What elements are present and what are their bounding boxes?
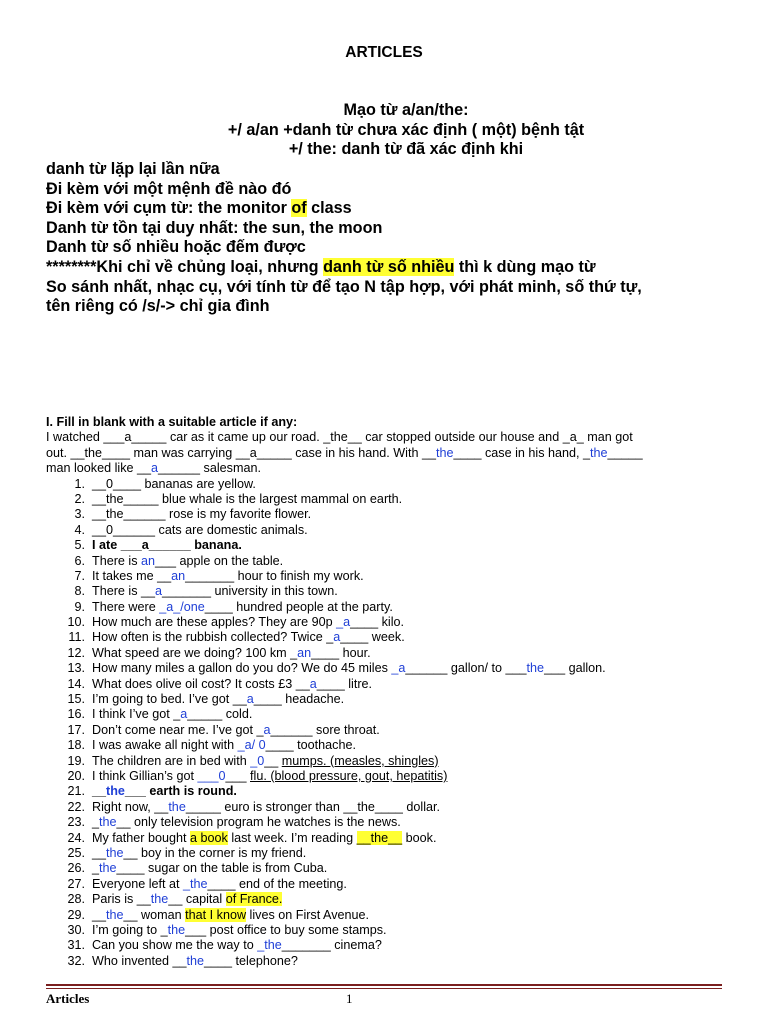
text-run: out. __the____ man was carrying __a_____ case in his hand. With __ [46, 445, 436, 460]
highlighted-text: danh từ số nhiều [323, 257, 455, 276]
item-number: 19. [67, 753, 85, 768]
item-number: 6. [74, 553, 85, 568]
exercise-item [46, 677, 726, 692]
text-run: ____ week. [340, 630, 405, 645]
answer-text: the [168, 799, 186, 814]
story-paragraph [46, 430, 726, 476]
text-run: Danh từ tồn tại duy nhất: the sun, the moon [46, 218, 383, 237]
text-run: __ only television program he watches is the news. [116, 815, 401, 830]
text-run: __ capital [168, 892, 226, 907]
answer-text: the [167, 922, 186, 937]
exercise-item [46, 861, 726, 876]
item-text [92, 846, 306, 861]
answer-text: _a/ 0 [237, 738, 266, 753]
text-run: Đi kèm với cụm từ: the monitor [46, 199, 292, 218]
text-run: ___ gallon. [544, 661, 606, 676]
document-title: ARTICLES [345, 44, 423, 61]
exercise-item [46, 831, 726, 846]
answer-text: the [99, 815, 117, 830]
item-number: 18. [67, 738, 85, 753]
text-run: __the_____ blue whale is the largest mammal on earth. [92, 491, 403, 506]
text-run: ____ headache. [253, 692, 345, 707]
text-run: _ [92, 861, 100, 876]
text-run: ____ hour. [311, 645, 371, 660]
exercise-item [46, 784, 726, 799]
text-run: Everyone left at [92, 876, 184, 891]
text-run: ____ sugar on the table is from Cuba. [116, 861, 328, 876]
text-run: thì k dùng mạo từ [454, 257, 596, 276]
exercise-item [46, 892, 726, 907]
exercise-list [46, 477, 726, 970]
text-run: ____ toothache. [265, 738, 356, 753]
text-run: I’m going to bed. I’ve got __ [92, 692, 247, 707]
exercise-item [46, 492, 726, 507]
text-run: _____ [607, 445, 643, 460]
item-number: 12. [67, 645, 85, 660]
item-number: 23. [67, 815, 85, 830]
text-run: There is __ [92, 584, 155, 599]
item-number: 27. [67, 876, 85, 891]
item-text [92, 692, 344, 707]
exercise-item [46, 800, 726, 815]
highlighted-text: of France. [225, 892, 283, 907]
item-text [92, 615, 404, 630]
item-text [92, 877, 347, 892]
exercise-item [46, 538, 726, 553]
answer-text: the [526, 661, 545, 676]
text-run: tên riêng có /s/-> chỉ gia đình [46, 297, 270, 316]
theory-heading-line: Mạo từ a/an/the: [343, 101, 469, 119]
text-run: I watched ___a_____ car as it came up our road. _the__ car stopped outside our house and _a_ man got [46, 430, 633, 445]
answer-text: the [99, 861, 117, 876]
exercise-title: I. Fill in blank with a suitable article if any: [46, 415, 298, 429]
exercise-item [46, 723, 726, 738]
theory-note-line [46, 180, 736, 200]
exercise-item [46, 569, 726, 584]
item-number: 2. [74, 491, 85, 506]
answer-text: an [141, 553, 156, 568]
text-run: Đi kèm với một mệnh đề nào đó [46, 179, 292, 198]
answer-text: a [333, 630, 341, 645]
item-number: 5. [74, 538, 85, 553]
item-number: 30. [67, 922, 85, 937]
item-number: 28. [67, 892, 85, 907]
theory-notes-block [46, 160, 736, 317]
item-number: 24. [67, 830, 85, 845]
footer-rule-thin [46, 988, 722, 989]
text-run: ____ litre. [316, 676, 373, 691]
text-run: __ woman [123, 907, 186, 922]
exercise-item [46, 477, 726, 492]
exercise-item [46, 846, 726, 861]
text-run: Who invented __ [92, 953, 187, 968]
text-run: ____ end of the meeting. [207, 876, 347, 891]
text-run: __ boy in the corner is my friend. [123, 845, 307, 860]
text-run: I think I’ve got _ [92, 707, 181, 722]
exercise-item [46, 769, 726, 784]
text-run: ___ [225, 768, 251, 783]
answer-text: a [263, 722, 271, 737]
text-run: ____ hundred people at the party. [204, 599, 393, 614]
exercise-item [46, 507, 726, 522]
item-text [92, 630, 405, 645]
text-run: __0______ cats are domestic animals. [92, 522, 308, 537]
item-text [92, 723, 380, 738]
item-text [92, 923, 387, 938]
text-run: ___ apple on the table. [155, 553, 284, 568]
answer-text: ___0 [197, 768, 226, 783]
item-text [92, 661, 606, 676]
answer-text: the [106, 907, 124, 922]
text-run: _ [92, 815, 100, 830]
exercise-item [46, 738, 726, 753]
item-number: 8. [74, 584, 85, 599]
item-number: 26. [67, 861, 85, 876]
theory-heading-block [46, 101, 736, 160]
text-run: _______ hour to finish my work. [185, 568, 364, 583]
text-run: __ [92, 845, 107, 860]
item-text [92, 492, 402, 507]
text-run: Right now, __ [92, 799, 169, 814]
theory-note-line [46, 278, 736, 298]
text-run: I ate ___a______ banana. [92, 538, 242, 553]
text-run: _____ cold. [187, 707, 253, 722]
text-run: Paris is __ [92, 892, 151, 907]
text-run: __ [92, 784, 107, 799]
item-number: 9. [74, 599, 85, 614]
item-number: 15. [67, 692, 85, 707]
text-run: ______ gallon/ to ___ [405, 661, 527, 676]
text-run: ___ earth is round. [124, 784, 237, 799]
exercise-item [46, 630, 726, 645]
item-number: 7. [74, 568, 85, 583]
item-text [92, 538, 242, 553]
answer-text: the [106, 784, 125, 799]
answer-text: _a [391, 661, 406, 676]
theory-heading-line: +/ the: danh từ đã xác định khi [288, 140, 524, 159]
item-text [92, 892, 282, 907]
answer-text: a [309, 676, 317, 691]
item-number: 17. [67, 722, 85, 737]
underlined-text: mumps. (measles, shingles) [281, 753, 439, 768]
text-run: man looked like __ [46, 461, 152, 476]
item-number: 21. [67, 784, 85, 799]
underlined-text: flu. (blood pressure, gout, hepatitis) [250, 768, 448, 783]
text-run: The children are in bed with [92, 753, 251, 768]
text-run: ______ sore throat. [270, 722, 380, 737]
answer-text: _a [336, 615, 351, 630]
theory-note-line [46, 258, 736, 278]
text-run: ********Khi chỉ về chủng loại, nhưng [46, 257, 324, 276]
theory-note-line [46, 160, 736, 180]
item-text [92, 815, 401, 830]
answer-text: the [150, 892, 169, 907]
item-text [92, 800, 440, 815]
exercise-item [46, 692, 726, 707]
answer-text: _the [183, 876, 208, 891]
item-number: 4. [74, 522, 85, 537]
exercise-item [46, 815, 726, 830]
highlighted-text: that I know [185, 907, 247, 922]
item-text [92, 600, 393, 615]
text-run: Danh từ số nhiều hoặc đếm được [46, 238, 306, 257]
answer-text: _the [257, 938, 282, 953]
item-text [92, 646, 371, 661]
answer-text: a [180, 707, 188, 722]
text-run: lives on First Avenue. [246, 907, 370, 922]
exercise-item [46, 646, 726, 661]
item-number: 16. [67, 707, 85, 722]
item-text [92, 784, 237, 799]
highlighted-text: __the__ [356, 830, 403, 845]
text-run: __ [92, 907, 107, 922]
text-run: _______ university in this town. [162, 584, 338, 599]
item-number: 10. [67, 615, 85, 630]
exercise-item [46, 938, 726, 953]
exercise-item [46, 954, 726, 969]
exercise-item [46, 615, 726, 630]
answer-text: _0 [250, 753, 265, 768]
item-text [92, 769, 447, 784]
item-number: 29. [67, 907, 85, 922]
exercise-item [46, 523, 726, 538]
text-run: What does olive oil cost? It costs £3 __ [92, 676, 310, 691]
item-text [92, 908, 369, 923]
answer-text: an [297, 645, 312, 660]
item-text [92, 861, 327, 876]
item-number: 22. [67, 799, 85, 814]
text-run: ______ salesman. [158, 461, 261, 476]
exercise-section [46, 415, 726, 969]
footer-rule [46, 984, 722, 986]
paragraph-line [46, 461, 726, 476]
text-run: How much are these apples? They are 90p [92, 615, 337, 630]
item-text [92, 831, 436, 846]
item-text [92, 938, 382, 953]
text-run: I was awake all night with [92, 738, 238, 753]
text-run: ____ case in his hand, _ [453, 445, 591, 460]
text-run: Don’t come near me. I’ve got _ [92, 722, 264, 737]
text-run: It takes me __ [92, 568, 172, 583]
text-run: __the______ rose is my favorite flower. [92, 507, 312, 522]
item-text [92, 677, 372, 692]
exercise-item [46, 908, 726, 923]
theory-note-line [46, 238, 736, 258]
text-run: class [306, 199, 352, 218]
text-run: ____ kilo. [350, 615, 405, 630]
item-text [92, 584, 338, 599]
text-run: danh từ lặp lại lần nữa [46, 160, 220, 178]
highlighted-text: a book [190, 830, 228, 845]
text-run: There were [92, 599, 160, 614]
text-run: last week. I’m reading [227, 830, 357, 845]
text-run: What speed are we doing? 100 km _ [92, 645, 298, 660]
answer-text: a [155, 584, 163, 599]
text-run: I think Gillian’s got [92, 768, 198, 783]
item-text [92, 954, 298, 969]
answer-text: the [106, 845, 124, 860]
text-run: __ [264, 753, 282, 768]
item-text [92, 569, 364, 584]
text-run: How often is the rubbish collected? Twice _ [92, 630, 334, 645]
item-text [92, 738, 356, 753]
paragraph-line [46, 430, 726, 445]
item-text [92, 477, 256, 492]
text-run: _______ cinema? [281, 938, 382, 953]
item-text [92, 554, 283, 569]
text-run: ____ telephone? [204, 953, 298, 968]
page-number: 1 [346, 991, 353, 1006]
text-run: _____ euro is stronger than __the____ dollar. [185, 799, 440, 814]
answer-text: _a_/one [159, 599, 205, 614]
item-number: 31. [67, 938, 85, 953]
paragraph-line [46, 446, 726, 461]
exercise-item [46, 661, 726, 676]
exercise-item [46, 877, 726, 892]
item-number: 32. [67, 953, 85, 968]
exercise-item [46, 754, 726, 769]
text-run: __0____ bananas are yellow. [92, 476, 256, 491]
highlighted-text: of [291, 199, 307, 218]
item-text [92, 507, 311, 522]
item-number: 13. [67, 661, 85, 676]
footer-label: Articles [46, 991, 90, 1006]
text-run: book. [402, 830, 437, 845]
answer-text: the [186, 953, 205, 968]
text-run: So sánh nhất, nhạc cụ, với tính từ để tạo N tập hợp, với phát minh, số thứ tự, [46, 277, 642, 296]
item-number: 1. [74, 476, 85, 491]
item-number: 11. [68, 630, 85, 645]
item-number: 3. [74, 507, 85, 522]
answer-text: the [435, 445, 454, 460]
answer-text: the [590, 445, 608, 460]
theory-heading-line: +/ a/an +danh từ chưa xác định ( một) bệnh tật [227, 120, 585, 139]
item-number: 25. [67, 845, 85, 860]
text-run: My father bought [92, 830, 191, 845]
text-run: There is [92, 553, 141, 568]
text-run: Can you show me the way to [92, 938, 258, 953]
text-run: ___ post office to buy some stamps. [185, 922, 387, 937]
text-run: I’m going to _ [92, 922, 168, 937]
answer-text: a [246, 692, 254, 707]
exercise-item [46, 923, 726, 938]
theory-note-line [46, 297, 736, 317]
exercise-item [46, 707, 726, 722]
exercise-item [46, 584, 726, 599]
item-text [92, 754, 439, 769]
item-text [92, 707, 252, 722]
theory-note-line [46, 199, 736, 219]
exercise-item [46, 554, 726, 569]
exercise-item [46, 600, 726, 615]
answer-text: a [151, 461, 159, 476]
item-number: 14. [67, 676, 85, 691]
item-number: 20. [67, 768, 85, 783]
item-text [92, 523, 308, 538]
text-run: How many miles a gallon do you do? We do 45 miles [92, 661, 392, 676]
theory-note-line [46, 219, 736, 239]
answer-text: an [171, 568, 186, 583]
